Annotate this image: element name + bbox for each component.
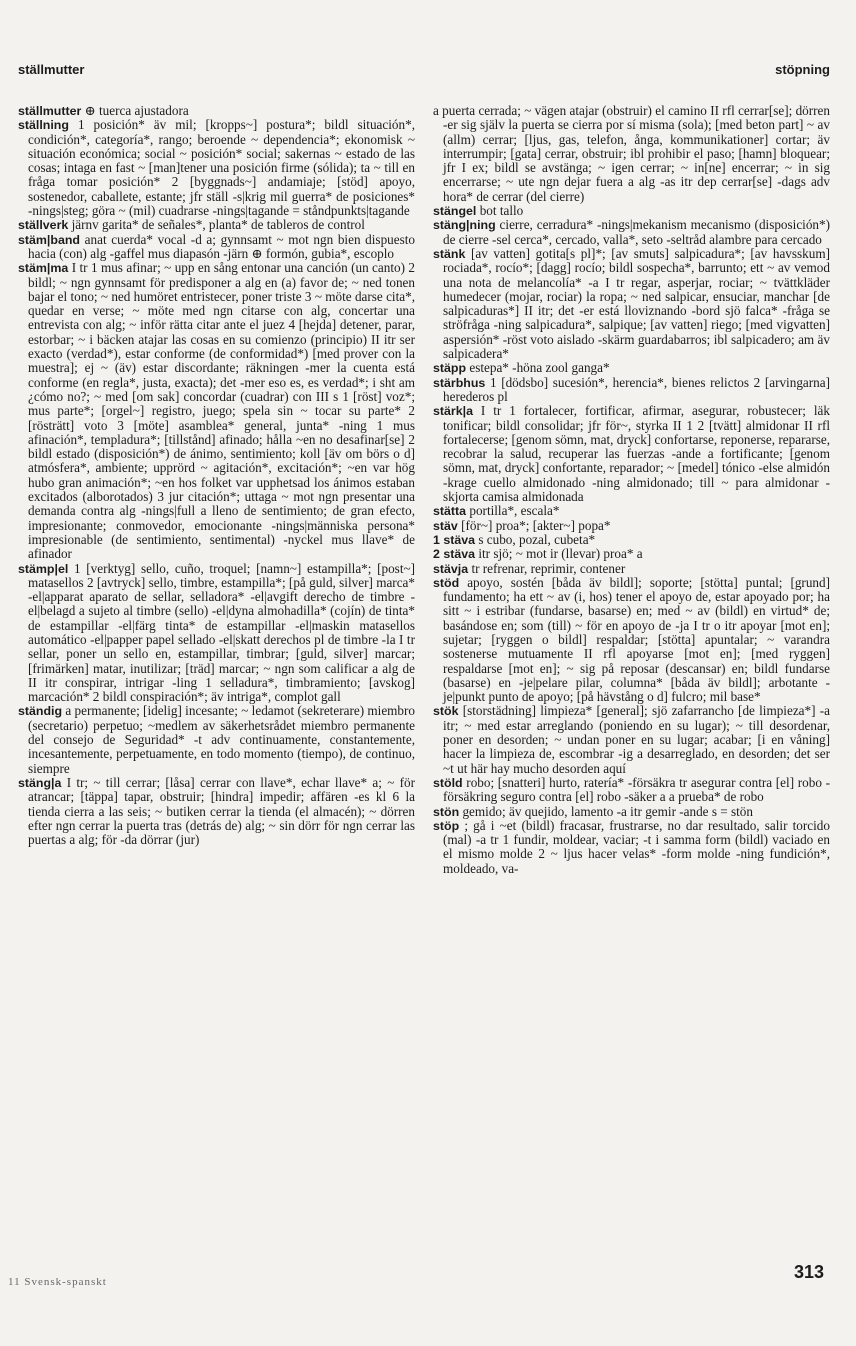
entry-definition: 1 posición* äv mil; [kropps~] postura*; bildl situación*, condición*, categoría*, rango; beroende ~ dependencia*; ekonomisk ~ situación económica; social ~ posición* social; sakernas ~ estado de las cosas; intaga en fast ~ [man]tener una posición firme (sólida); ta ~ till en fråga tomar posición* 2 [byggnads~] andamiaje; [stöd] apoyo, sostenedor, caballete, estante; jfr ställ -s|krig mil guerra* de posiciones* -nings|steg; göra ~ (mil) cuadrarse -nings|tagande = ståndpunkts|tagande [28, 117, 415, 219]
dictionary-entry [433, 404, 830, 504]
entry-headword: stänk [433, 246, 466, 261]
entry-headword: stäm|band [18, 232, 80, 247]
dictionary-entry [18, 776, 415, 847]
entry-definition: [för~] proa*; [akter~] popa* [461, 517, 611, 533]
entry-definition: a puerta cerrada; ~ vägen atajar (obstruir) el camino II rfl cerrar[se]; dörren -er sig själv la puerta se cierra por sí misma (sola); [med beton part] ~ av (allm) cerrar; [ljus, gas, telefon, ånga, kommunikationer] cortar; äv interrumpir; [gata] cerrar, obstruir; ibl prohibir el paso; [hamn] bloquear; jfr I ex; bildl se avstänga; ~ igen cerrar; ~ in[ne] encerrar; ~ in sig encerrarse; ~ ute ngn dejar fuera a alg -as itr dep cerrar[se] -dags adv hora* de cerrar (del cierre) [433, 104, 830, 204]
dictionary-entry [433, 547, 830, 561]
entry-headword: ställmutter [18, 104, 82, 118]
dictionary-entry [433, 562, 830, 576]
dictionary-entry [433, 204, 830, 218]
entry-definition: I tr 1 fortalecer, fortificar, afirmar, asegurar, robustecer; läk tonificar; bildl consolidar; jfr för~, styrka II 1 2 [tvätt] almidonar II rfl fortalecerse; [genom sömn, mat, dryck] confortarse, reponerse, repararse, recobrar la salud, recuperar las fuerzas -ande a fortificante; [genom sömn, mat, dryck] confortante, reparador; ~ [medel] tónico -else almidón -krage cuello almidonado -ning almidonado; till ~ para almidonar -skjorta camisa almidonada [443, 403, 830, 505]
dictionary-entry [433, 504, 830, 518]
dictionary-entry [433, 361, 830, 375]
header-last-entry: stöpning [775, 62, 830, 77]
entry-headword: stök [433, 704, 459, 719]
dictionary-entry [18, 218, 415, 232]
dictionary-entry [433, 776, 830, 805]
entry-headword: stöp [433, 818, 460, 833]
dictionary-entry [18, 233, 415, 262]
entry-headword: stön [433, 804, 460, 819]
entry-definition: robo; [snatteri] hurto, ratería* -försäkra tr asegurar contra [el] robo -försäkring seguro contra [el] robo -säker a a prueba* de robo [443, 774, 830, 805]
entry-definition: I tr; ~ till cerrar; [låsa] cerrar con llave*, echar llave* a; ~ för atrancar; [täppa] tapar, obstruir; [hindra] impedir; affären -es kl 6 la tienda cierra a las seis; ~ butiken cerrar la tienda (el almacén); ~ dörren efter ngn cerrar la puerta tras (detrás de) alg; ~ sin dörr för ngn cerrar las puertas a alg; för -da dörrar (jur) [28, 774, 415, 848]
dictionary-entry [18, 118, 415, 218]
dictionary-entry [18, 261, 415, 561]
entry-headword: ständig [18, 704, 63, 719]
entry-headword: stöd [433, 575, 460, 590]
entry-definition: ; gå i ~et (bildl) fracasar, frustrarse, no dar resultado, salir torcido (mal) -a tr 1 fundir, moldear, vaciar; -t i samma form (bildl) vaciado en el mismo molde 2 ~ ljus hacer velas* -form molde -ning fundición*, moldeado, va- [443, 817, 830, 876]
entry-definition: 1 [dödsbo] sucesión*, herencia*, bienes relictos 2 [arvingarna] herederos pl [443, 374, 830, 404]
dictionary-entry [433, 104, 830, 204]
dictionary-entry [433, 519, 830, 533]
entry-headword: stävja [433, 561, 469, 576]
dictionary-entry [433, 376, 830, 405]
entry-headword: ställning [18, 118, 69, 133]
left-column [18, 104, 415, 1254]
entry-headword: stäpp [433, 361, 467, 376]
dictionary-entry [433, 576, 830, 705]
entry-definition: cierre, cerradura* -nings|mekanism mecanismo (disposición*) de cierre -sel cerca*, cercado, valla*, seto -seltråd alambre para cercado [443, 217, 830, 247]
entry-headword: stärk|a [433, 404, 473, 419]
page-number: 313 [793, 1262, 824, 1282]
entry-definition: I tr 1 mus afinar; ~ upp en sång entonar una canción (un canto) 2 bildl; ~ ngn gynnsamt för predisponer a alg en (a) favor de; ~ ned tonen bajar el tono; ~ ned humöret entristecer, poner triste 3 ~ möte darse cita*, quedar en verse; ~ möte med ngn citarse con alg, concertar una entrevista con alg; ~ inför rätta citar ante el juez 4 [hejda] detener, parar, estorbar; ~ i bäcken atajar las cosas en su comienzo (principio) II itr ser exacto (verdad*), estar conforme (de conformidad*) [med prover con la muestra]; ej ~ (äv) estar discordante; räkningen -mer la cuenta está conforme (en regla*, justa, exacta); det -mer eso es, es verdad*; i sht am ¿cómo no?; ~ med [om sak] concordar (cuadrar) con III s 1 [röst] voz*; mus parte*; [orgel~] registro, juego; spela sin ~ tocar su parte* 2 [rösträtt] voto 3 [möte] asamblea* general, junta* -ning 1 mus afinación*, templadura*; [tillstånd] afinado; hålla ~en no desafinar[se] 2 bildl estado (disposición*) de ánimo, sentimiento; koll [äv om börs o d] atmósfera*, ambiente; upprörd ~ agitación*, excitación*; ~en var hög hubo gran animación*; ~en hos folket var upphetsad los ánimos estaban excitados (alborotados) 3 jur citación*; uttaga ~ mot ngn presentar una demanda contra alg -nings|full a lleno de sentimiento; de gran efecto, impresionante; conmovedor, emocionante -nings|människa persona* impresionable (de sentimiento, sentimental) -nyckel mus llave* de afinador [28, 260, 415, 562]
entry-definition: bot tallo [479, 203, 524, 219]
entry-definition: järnv garita* de señales*, planta* de tableros de control [71, 217, 365, 233]
entry-headword: stärbhus [433, 375, 486, 390]
dictionary-entry [433, 247, 830, 361]
entry-definition: apoyo, sostén [båda äv bildl]; soporte; [stötta] puntal; [grund] fundamento; ha ett ~ av (i, hos) tener el apoyo de, estar apoyado por; ha sitt ~ i estribar (fundarse, basarse) en; med ~ av (bildl) en virtud* de; basándose en; som (till) ~ för en apoyo de -ja I tr o itr apoyar [mot en]; sujetar; [ryggen o bildl] respaldar; [stötta] apuntalar; ~ varandra sostenerse mutuamente II rfl apoyarse [mot en]; [med ryggen] respaldarse [mot en]; ~ sig på reposar (descansar) en; bildl fundarse (basarse) en -je|pelare pilar, columna* [båda äv bildl]; arbotante -je|punkt punto de apoyo; [på hävstång o d] fulcro; mil base* [443, 574, 830, 705]
dictionary-entry [433, 704, 830, 775]
entry-headword: ställverk [18, 218, 69, 233]
entry-definition: 1 [verktyg] sello, cuño, troquel; [namn~] estampilla*; [post~] matasellos 2 [avtryck] sello, timbre, estampilla*; [på guld, silver] marca* -el|apparat aparato de sellar, selladora* -el|avgift derecho de timbre -el|belagd a sujeto al timbre (sello) -el|dyna almohadilla* (cojín) de tinta* de estampillar -el|färg tinta* de estampillar -el|maskin matasellos automático -el|papper papel sellado -el|skatt derechos pl de timbre -la I tr sellar, poner un sello en, estampillar, timbrar; [guld, silver] marcar; [frimärken] matar, inutilizar; [träd] marcar; ~ ngn som calificar a alg de II itr conspirar, intrigar -ling 1 selladura*, timbramiento; [avskog] marcación* 2 bildl conspiración*; äv intriga*, complot gall [28, 560, 415, 705]
entry-definition: tr refrenar, reprimir, contener [471, 560, 626, 576]
dictionary-entry [433, 805, 830, 819]
entry-definition: estepa* -höna zool ganga* [469, 360, 610, 376]
signature-mark: 11 Svensk-spanskt [8, 1276, 107, 1288]
entry-definition: portilla*, escala* [469, 503, 560, 519]
entry-headword: 1 stäva [433, 532, 476, 547]
entry-headword: stäng|ning [433, 218, 496, 233]
entry-headword: 2 stäva [433, 547, 476, 562]
entry-definition: gemido; äv quejido, lamento -a itr gemir -ande s = stön [462, 803, 753, 819]
entry-definition: ⊕ tuerca ajustadora [84, 104, 189, 118]
dictionary-entry [18, 104, 415, 118]
entry-headword: stöld [433, 775, 463, 790]
entry-definition: s cubo, pozal, cubeta* [478, 531, 596, 547]
dictionary-entry [18, 704, 415, 775]
entry-headword: stäng|a [18, 775, 62, 790]
dictionary-entry [433, 819, 830, 876]
entry-headword: stätta [433, 504, 467, 519]
entry-headword: stämp|el [18, 561, 69, 576]
dictionary-body [18, 104, 830, 1254]
dictionary-entry [18, 562, 415, 705]
entry-definition: anat cuerda* vocal -d a; gynnsamt ~ mot ngn bien dispuesto hacia (con) alg -gaffel mus diapasón -järn ⊕ formón, gubia*, escoplo [28, 231, 415, 261]
dictionary-entry [433, 218, 830, 247]
entry-definition: itr sjö; ~ mot ir (llevar) proa* a [478, 546, 643, 562]
entry-headword: stäm|ma [18, 261, 69, 276]
entry-definition: a permanente; [idelig] incesante; ~ ledamot (sekreterare) miembro (secretario) perpetuo; ~medlem av säkerhetsrådet miembro permanente del consejo de Seguridad* -t adv continuamente, constantemente, incesantemente, perpetuamente, en todo momento (tiempo), de continuo, siempre [28, 703, 415, 776]
dictionary-entry [433, 533, 830, 547]
header-first-entry: ställmutter [18, 62, 85, 77]
entry-definition: [storstädning] limpieza* [general]; sjö zafarrancho [de limpieza*] -a itr; ~ med estar arreglando (poniendo en su lugar); ~ till desordenar, poner en desorden; ~ undan poner en su lugar; acabar; [i en våning] hacer la limpieza de, escombrar -ig a desarreglado, en desorden; det ser ~t ut här hay mucho desorden aquí [443, 703, 830, 776]
right-column [433, 104, 830, 1254]
entry-definition: [av vatten] gotita[s pl]*; [av smuts] salpicadura*; [av havsskum] rociada*, rocío*; [dagg] rocío; bildl sospecha*, barrunto; ett ~ av vemod una nota de melancolía* -a I tr regar, asperjar, rociar; ~ tvättkläder humedecer (mojar, rociar) la ropa; ~ ned salpicar, ensuciar, manchar [de salpicaduras*] II itr; det -er está lloviznando -bord sjö falca* -fråga se ströfråga -ning salpicadura*, salpique; [av vatten] riego; [med vigvatten] aspersión* -röst voto aislado -skärm guardabarros; ibl salpicadero; am äv salpicadera* [443, 245, 830, 362]
entry-headword: stängel [433, 204, 477, 219]
entry-headword: stäv [433, 518, 458, 533]
